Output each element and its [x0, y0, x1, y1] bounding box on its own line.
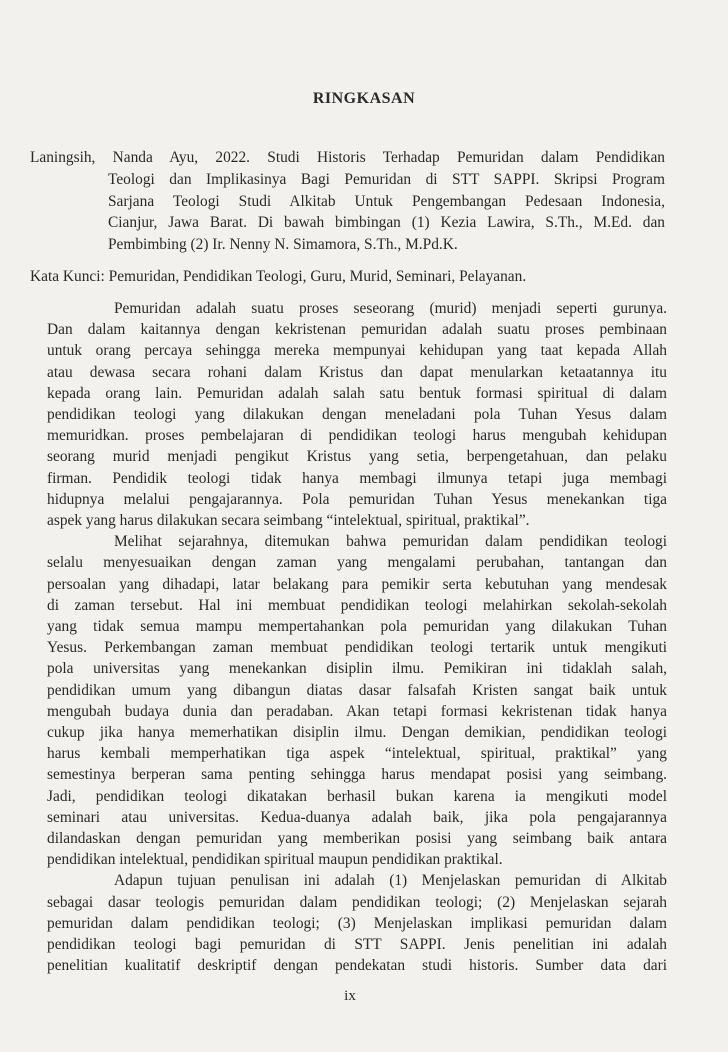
paragraph-line: pola universitas yang menekankan disiplin ilmu. Pemikiran ini tidaklah salah,	[47, 660, 667, 677]
paragraph-line: seorang murid menjadi pengikut Kristus yang setia, berpengetahuan, dan pelaku	[47, 448, 667, 465]
citation-line: Laningsih, Nanda Ayu, 2022. Studi Historis Terhadap Pemuridan dalam Pendidikan	[30, 149, 665, 166]
paragraph-line: pendidikan teologi bagi pemuridan di STT SAPPI. Jenis penelitian ini adalah	[47, 936, 667, 953]
citation-line: Pembimbing (2) Ir. Nenny N. Simamora, S.Th., M.Pd.K.	[108, 236, 458, 253]
paragraph-line: kepada orang lain. Pemuridan adalah salah satu bentuk formasi spiritual di dalam	[47, 385, 667, 402]
paragraph-line: penelitian kualitatif deskriptif dengan pendekatan studi historis. Sumber data dari	[47, 957, 667, 974]
paragraph-line: Melihat sejarahnya, ditemukan bahwa pemuridan dalam pendidikan teologi	[114, 533, 667, 550]
paragraph-line: selalu menyesuaikan dengan zaman yang mengalami perubahan, tantangan dan	[47, 554, 667, 571]
paragraph-line: memuridkan. proses pembelajaran di pendidikan teologi harus mengubah kehidupan	[47, 427, 667, 444]
paragraph-line: pendidikan teologi yang dilakukan dengan meneladani pola Tuhan Yesus dalam	[47, 406, 667, 423]
paragraph-line: untuk orang percaya sehingga mereka mempunyai kehidupan yang taat kepada Allah	[47, 342, 667, 359]
paragraph-line: Pemuridan adalah suatu proses seseorang (murid) menjadi seperti gurunya.	[114, 300, 667, 317]
paragraph-line: harus kembali memperhatikan tiga aspek “intelektual, spiritual, praktikal” yang	[47, 745, 667, 762]
paragraph-line: di zaman tersebut. Hal ini membuat pendidikan teologi melahirkan sekolah-sekolah	[47, 597, 667, 614]
paragraph-line: persoalan yang dihadapi, latar belakang para pemikir serta kebutuhan yang mendesak	[47, 576, 667, 593]
citation-line: Sarjana Teologi Studi Alkitab Untuk Pengembangan Pedesaan Indonesia,	[108, 193, 665, 210]
paragraph-line: yang tidak semua mampu mempertahankan pola pemuridan yang dilakukan Tuhan	[47, 618, 667, 635]
paragraph-line: firman. Pendidik teologi tidak hanya membagi ilmunya tetapi juga membagi	[47, 470, 667, 487]
paragraph-line: cukup jika hanya memerhatikan disiplin ilmu. Dengan demikian, pendidikan teologi	[47, 724, 667, 741]
paragraph-line: pendidikan intelektual, pendidikan spiritual maupun pendidikan praktikal.	[47, 851, 503, 868]
paragraph-line: Dan dalam kaitannya dengan kekristenan pemuridan adalah suatu proses pembinaan	[47, 321, 667, 338]
paragraph-line: hidupnya melalui pengajarannya. Pola pemuridan Tuhan Yesus menekankan tiga	[47, 491, 667, 508]
citation-line: Teologi dan Implikasinya Bagi Pemuridan di STT SAPPI. Skripsi Program	[108, 171, 665, 188]
paragraph-line: Yesus. Perkembangan zaman membuat pendidikan teologi tertarik untuk mengikuti	[47, 639, 667, 656]
paragraph-line: seminari atau universitas. Kedua-duanya adalah baik, jika pola pengajarannya	[47, 809, 667, 826]
paragraph-line: mengubah budaya dunia dan peradaban. Akan tetapi formasi kekristenan tidak hanya	[47, 703, 667, 720]
paragraph-line: Adapun tujuan penulisan ini adalah (1) Menjelaskan pemuridan di Alkitab	[114, 872, 667, 889]
page-title: RINGKASAN	[312, 90, 416, 107]
paragraph-line: pendidikan umum yang dibangun diatas dasar falsafah Kristen sangat baik untuk	[47, 682, 667, 699]
paragraph-line: sebagai dasar teologis pemuridan dalam pendidikan teologi; (2) Menjelaskan sejarah	[47, 894, 667, 911]
page-number: ix	[344, 988, 356, 1004]
paragraph-line: semestinya berperan sama penting sehingga harus mendapat posisi yang seimbang.	[47, 766, 667, 783]
paragraph-line: dilandaskan dengan pemuridan yang memberikan posisi yang seimbang baik antara	[47, 830, 667, 847]
paragraph-line: atau dewasa secara rohani dalam Kristus dan dapat menularkan ketaatannya itu	[47, 364, 667, 381]
paragraph-line: pemuridan dalam pendidikan teologi; (3) Menjelaskan implikasi pemuridan dalam	[47, 915, 667, 932]
paragraph-line: Jadi, pendidikan teologi dikatakan berhasil bukan karena ia mengikuti model	[47, 788, 667, 805]
paragraph-line: aspek yang harus dilakukan secara seimbang “intelektual, spiritual, praktikal”.	[47, 512, 530, 529]
citation-line: Cianjur, Jawa Barat. Di bawah bimbingan (1) Kezia Lawira, S.Th., M.Ed. dan	[108, 214, 665, 231]
keywords-line: Kata Kunci: Pemuridan, Pendidikan Teologi, Guru, Murid, Seminari, Pelayanan.	[30, 268, 527, 285]
